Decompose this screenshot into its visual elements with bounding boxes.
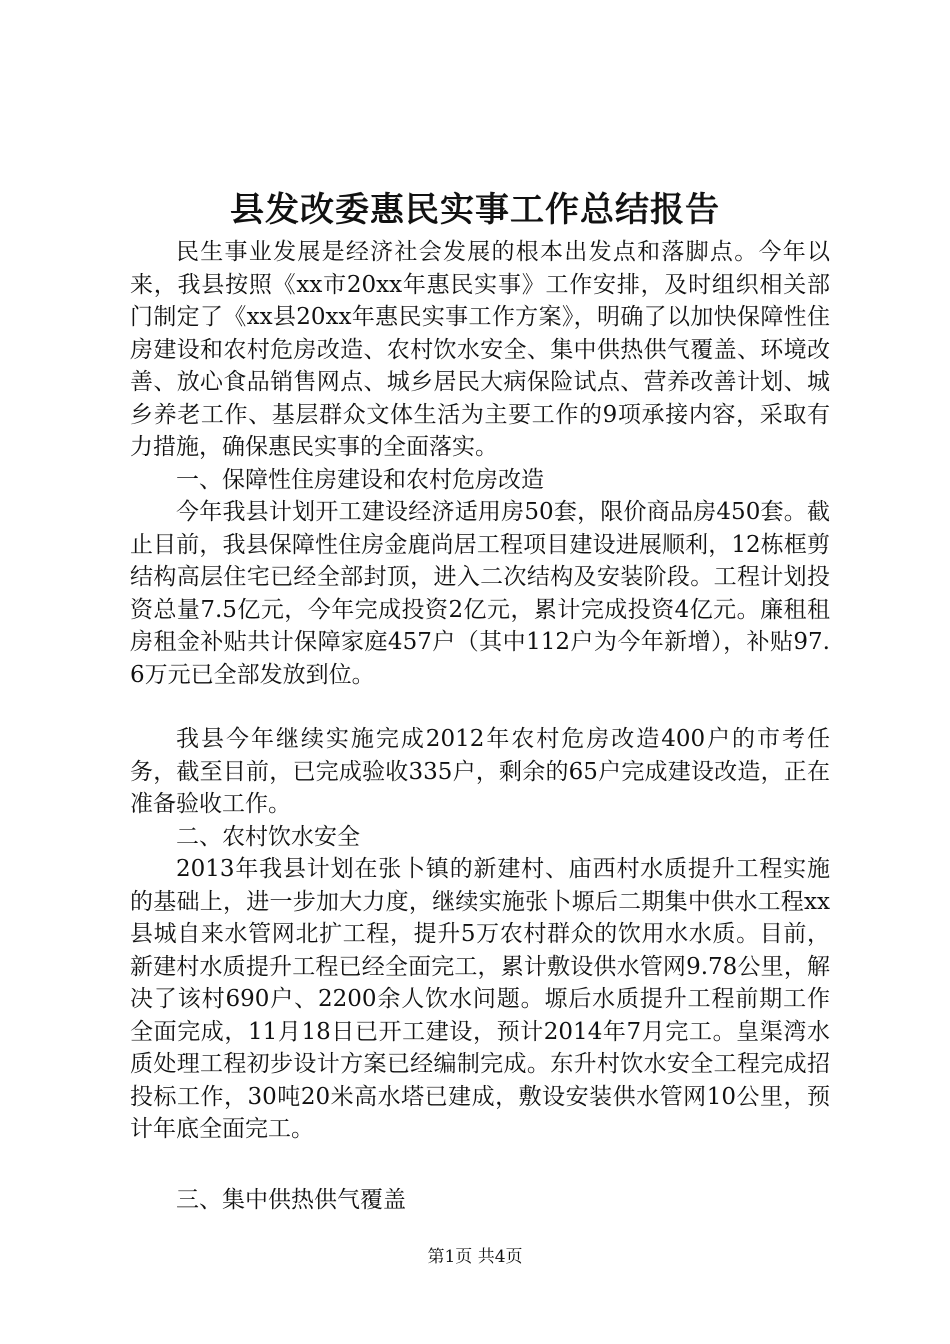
section-2-heading: 二、农村饮水安全 <box>176 823 360 850</box>
section-1-paragraph-1: 今年我县计划开工建设经济适用房50套，限价商品房450套。截止目前，我县保障性住房金鹿尚居工程项目建设进展顺利，12栋框剪结构高层住宅已经全部封顶，进入二次结构及安装阶段。工程计划投资总量7.5亿元，今年完成投资2亿元，累计完成投资4亿元。廉租租房租金补贴共计保障家庭457户（其中112户为今年新增），补贴97.6万元已全部发放到位。 <box>130 499 830 688</box>
section-3-heading: 三、集中供热供气覆盖 <box>176 1186 406 1213</box>
section-1-paragraph-2: 我县今年继续实施完成2012年农村危房改造400户的市考任务，截至目前，已完成验收335户，剩余的65户完成建设改造，正在准备验收工作。 <box>130 726 830 817</box>
paragraph-spacer <box>130 691 830 723</box>
section-1-heading: 一、保障性住房建设和农村危房改造 <box>176 466 544 493</box>
document-title: 县发改委惠民实事工作总结报告 <box>230 190 720 230</box>
intro-paragraph: 民生事业发展是经济社会发展的根本出发点和落脚点。今年以来，我县按照《xx市20xx年惠民实事》工作安排，及时组织相关部门制定了《xx县20xx年惠民实事工作方案》，明确了以加快保障性住房建设和农村危房改造、农村饮水安全、集中供热供气覆盖、环境改善、放心食品销售网点、城乡居民大病保险试点、营养改善计划、城乡养老工作、基层群众文体生活为主要工作的9项承接内容，采取有力措施，确保惠民实事的全面落实。 <box>130 239 830 460</box>
document-body <box>130 236 830 1216</box>
section-2-paragraph-1: 2013年我县计划在张卜镇的新建村、庙西村水质提升工程实施的基础上，进一步加大力度，继续实施张卜塬后二期集中供水工程xx县城自来水管网北扩工程，提升5万农村群众的饮用水水质。目前，新建村水质提升工程已经全面完工，累计敷设供水管网9.78公里，解决了该村690户、2200余人饮水问题。塬后水质提升工程前期工作全面完成，11月18日已开工建设，预计2014年7月完工。皇渠湾水质处理工程初步设计方案已经编制完成。东升村饮水安全工程完成招投标工作，30吨20米高水塔已建成，敷设安装供水管网10公里，预计年底全面完工。 <box>130 856 830 1142</box>
page-footer: 第1页 共4页 <box>427 1247 523 1267</box>
paragraph-spacer <box>130 1146 830 1184</box>
